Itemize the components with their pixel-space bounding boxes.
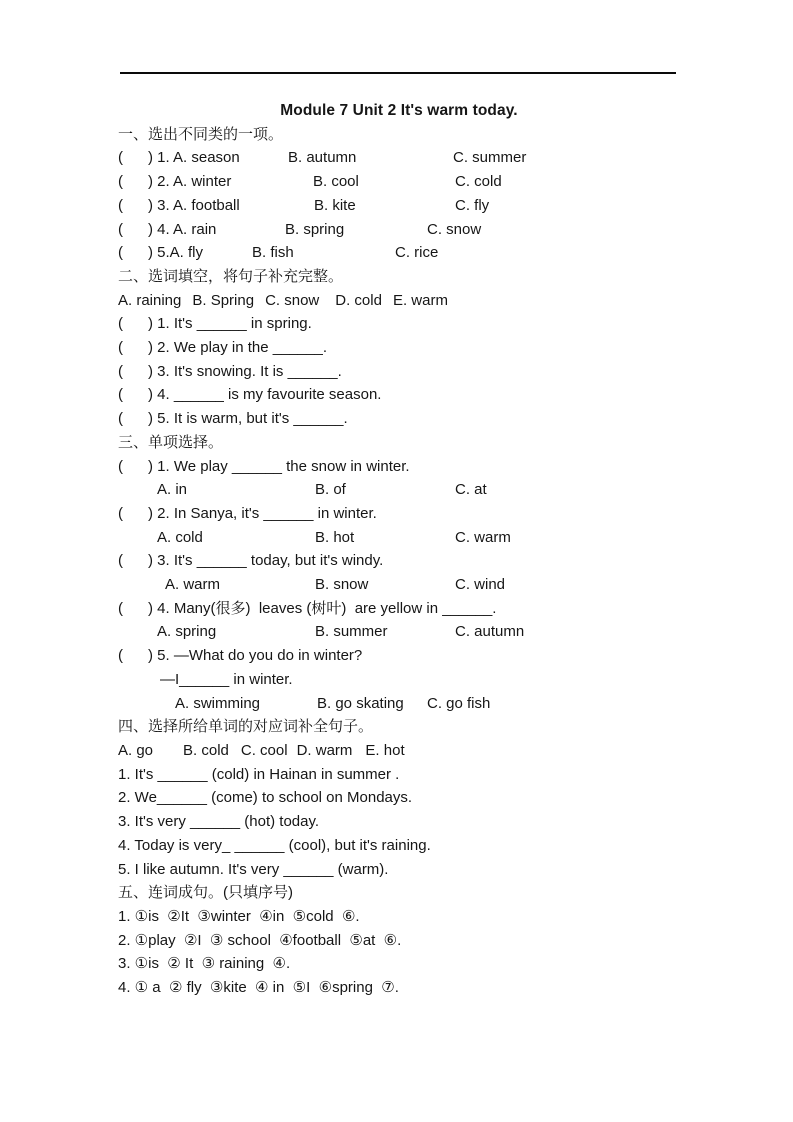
section5-heading: 五、连词成句。(只填序号) <box>118 884 293 902</box>
word-bank-item-a: A. go <box>118 741 154 759</box>
mc-question-5-option-a: A. swimming <box>175 694 261 712</box>
mc-question-5-answer-line: —I______ in winter. <box>160 670 293 688</box>
mc-question-5-option-b: B. go skating <box>317 694 404 712</box>
mc-question-5-stem: ( ) 5. —What do you do in winter? <box>118 647 363 665</box>
word-bank-item-b: B. cold <box>183 741 229 759</box>
page-title: Module 7 Unit 2 It's warm today. <box>280 102 518 119</box>
choice-row-4-stem: ( ) 4. A. rain <box>118 220 217 238</box>
choice-row-4 <box>118 218 680 242</box>
sentence-item-1: 1. It's ______ (cold) in Hainan in summer . <box>118 765 400 783</box>
word-bank-item-b: B. Spring <box>192 291 255 309</box>
mc-question-3-option-a: A. warm <box>165 576 221 594</box>
choice-row-5-stem: ( ) 5.A. fly <box>118 244 204 262</box>
fill-item-5: ( ) 5. It is warm, but it's ______. <box>118 410 348 428</box>
word-bank-item-d: D. cold <box>335 291 382 309</box>
word-bank-item-d: D. warm <box>296 741 353 759</box>
mc-question-1-option-a: A. in <box>157 481 188 499</box>
section2-heading: 二、选词填空，将句子补充完整。 <box>118 267 344 285</box>
choice-row-3-stem: ( ) 3. A. football <box>118 196 240 214</box>
choice-row-1-option-c: C. summer <box>453 149 527 167</box>
fill-item-4: ( ) 4. ______ is my favourite season. <box>118 386 382 404</box>
choice-row-3-option-b: B. kite <box>314 196 356 214</box>
sentence-item-3: 3. It's very ______ (hot) today. <box>118 813 320 831</box>
sentence-item-2: 2. We______ (come) to school on Mondays. <box>118 789 413 807</box>
section4-word-bank <box>118 739 680 763</box>
mc-question-4-stem: ( ) 4. Many(很多) leaves (树叶) are yellow in ______. <box>118 599 497 617</box>
choice-row-1-option-b: B. autumn <box>288 149 357 167</box>
mc-question-3-option-b: B. snow <box>315 576 369 594</box>
mc-question-3-option-c: C. wind <box>455 576 506 594</box>
choice-row-5-option-b: B. fish <box>252 244 294 262</box>
reorder-item-1: 1. ①is ②It ③winter ④in ⑤cold ⑥. <box>118 907 360 925</box>
section1-heading: 一、选出不同类的一项。 <box>118 125 284 143</box>
choice-row-2 <box>118 170 680 194</box>
mc-question-4-option-b: B. summer <box>315 623 388 641</box>
mc-question-1-stem: ( ) 1. We play ______ the snow in winter. <box>118 457 410 475</box>
choice-row-2-option-b: B. cool <box>313 173 359 191</box>
section3-heading: 三、单项选择。 <box>118 433 224 451</box>
choice-row-2-stem: ( ) 2. A. winter <box>118 173 232 191</box>
mc-question-1-options <box>118 478 680 502</box>
top-rule <box>120 72 676 74</box>
section2-word-bank <box>118 289 680 313</box>
choice-row-3-option-c: C. fly <box>455 196 490 214</box>
choice-row-5 <box>118 241 680 265</box>
word-bank-item-a: A. raining <box>118 291 182 309</box>
mc-question-2-option-b: B. hot <box>315 528 355 546</box>
mc-question-2-options <box>118 526 680 550</box>
reorder-item-3: 3. ①is ② It ③ raining ④. <box>118 955 291 973</box>
mc-question-3-stem: ( ) 3. It's ______ today, but it's windy. <box>118 552 384 570</box>
mc-question-5-options <box>118 692 680 716</box>
mc-question-4-option-a: A. spring <box>157 623 217 641</box>
fill-item-3: ( ) 3. It's snowing. It is ______. <box>118 362 342 380</box>
fill-item-2: ( ) 2. We play in the ______. <box>118 339 328 357</box>
mc-question-1-option-b: B. of <box>315 481 346 499</box>
choice-row-1-stem: ( ) 1. A. season <box>118 149 240 167</box>
mc-question-2-option-a: A. cold <box>157 528 203 546</box>
mc-question-4-options <box>118 620 680 644</box>
mc-question-5-option-c: C. go fish <box>427 694 491 712</box>
reorder-item-4: 4. ① a ② fly ③kite ④ in ⑤I ⑥spring ⑦. <box>118 979 399 997</box>
choice-row-2-option-c: C. cold <box>455 173 502 191</box>
sentence-item-5: 5. I like autumn. It's very ______ (warm). <box>118 860 389 878</box>
mc-question-2-stem: ( ) 2. In Sanya, it's ______ in winter. <box>118 504 377 522</box>
mc-question-4-option-c: C. autumn <box>455 623 525 641</box>
word-bank-item-c: C. cool <box>240 741 288 759</box>
word-bank-item-e: E. warm <box>392 291 448 309</box>
choice-row-4-option-c: C. snow <box>427 220 482 238</box>
choice-row-3 <box>118 194 680 218</box>
section4-heading: 四、选择所给单词的对应词补全句子。 <box>118 718 374 736</box>
choice-row-5-option-c: C. rice <box>395 244 439 262</box>
section1-rows <box>118 146 680 265</box>
word-bank-item-c: C. snow <box>265 291 320 309</box>
mc-question-1-option-c: C. at <box>455 481 487 499</box>
word-bank-item-e: E. hot <box>365 741 405 759</box>
worksheet-content <box>118 99 680 1000</box>
choice-row-1 <box>118 146 680 170</box>
fill-item-1: ( ) 1. It's ______ in spring. <box>118 315 312 333</box>
sentence-item-4: 4. Today is very_ ______ (cool), but it's raining. <box>118 836 431 854</box>
mc-question-3-options <box>118 573 680 597</box>
choice-row-4-option-b: B. spring <box>285 220 345 238</box>
mc-question-2-option-c: C. warm <box>455 528 511 546</box>
reorder-item-2: 2. ①play ②I ③ school ④football ⑤at ⑥. <box>118 931 402 949</box>
